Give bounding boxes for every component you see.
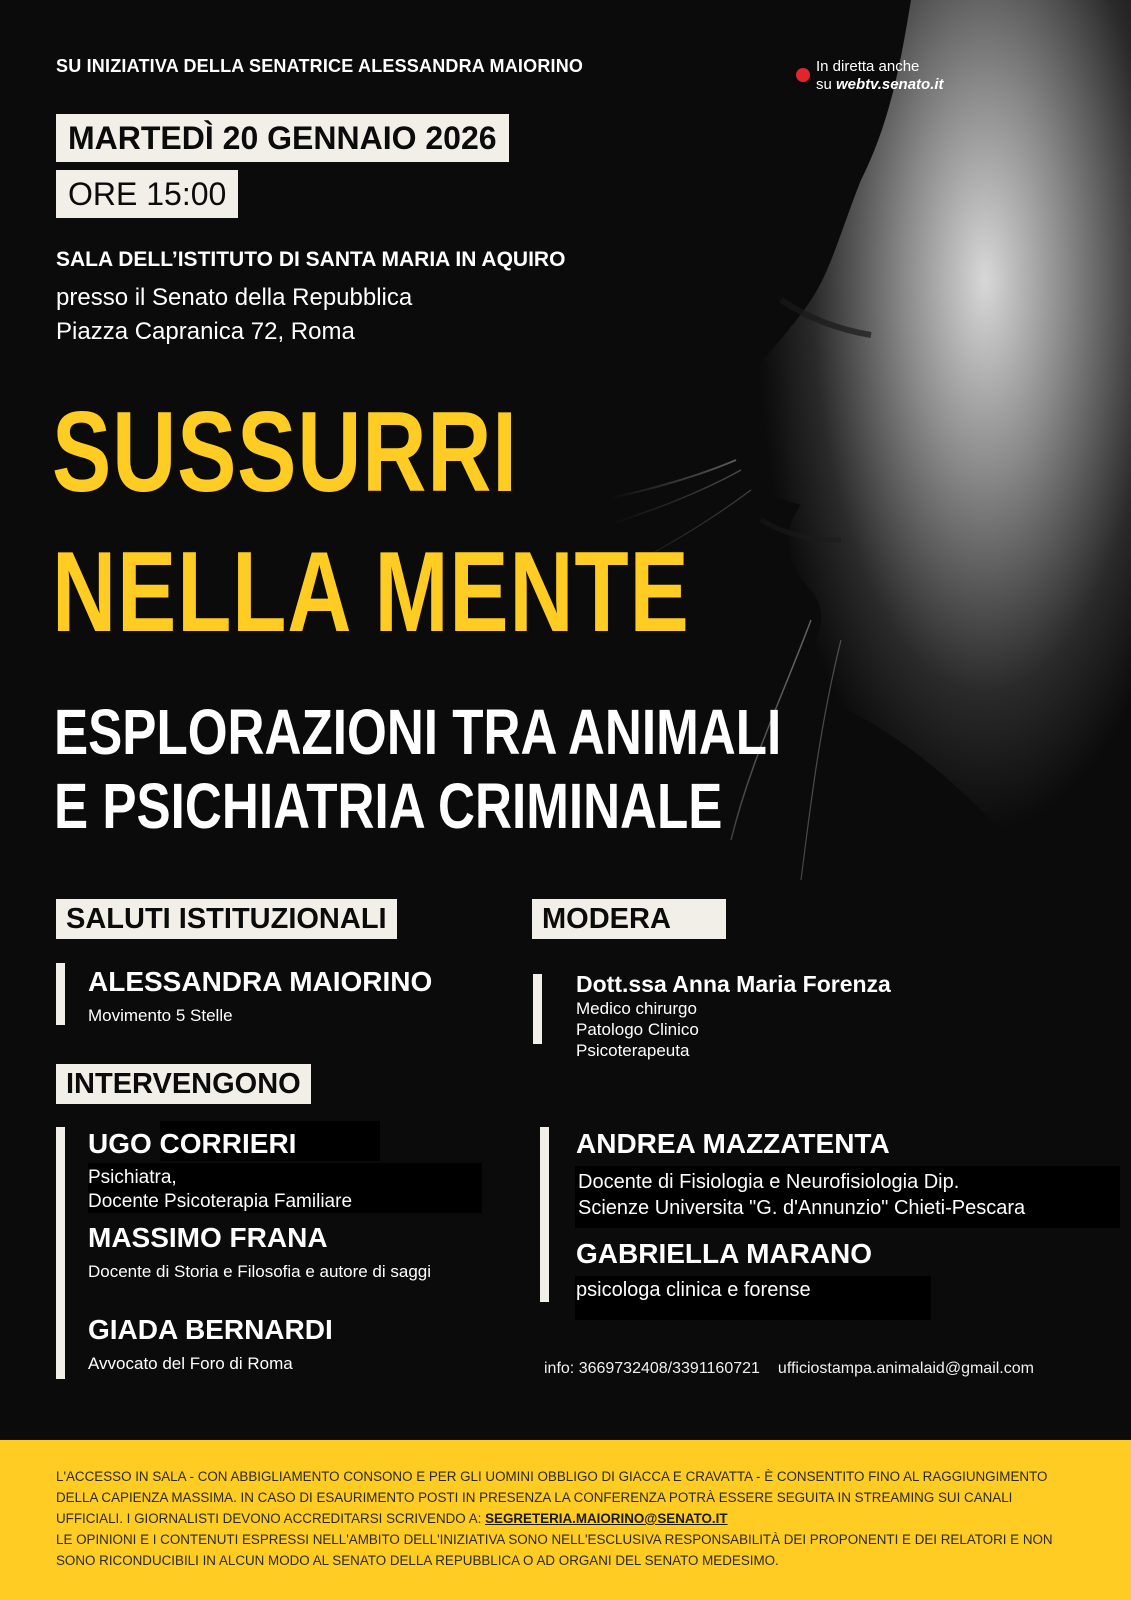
event-date: MARTEDÌ 20 GENNAIO 2026: [56, 114, 509, 162]
title-line-2: NELLA MENTE: [52, 529, 690, 656]
footer-disclaimer: [0, 1440, 1131, 1600]
live-line-2: [816, 76, 944, 94]
moderator-role-1: Medico chirurgo: [576, 999, 697, 1018]
speaker-name-bernardi: GIADA BERNARDI: [88, 1314, 333, 1345]
contact-info: [544, 1360, 1034, 1378]
live-line-1: In diretta anche: [816, 58, 920, 75]
event-time: ORE 15:00: [56, 170, 238, 218]
speaker-role-maiorino: Movimento 5 Stelle: [88, 1006, 233, 1025]
footer-access-text: L'ACCESSO IN SALA - CON ABBIGLIAMENTO CONSONO E PER GLI UOMINI OBBLIGO DI GIACCA E CRAVATTA - È CONSENTITO FINO AL RAGGIUNGIMENTO DELLA CAPIENZA MASSIMA. IN CASO DI ESAURIMENTO POSTI IN PRESENZA LA CONFERENZA POTRÀ ESSERE SEGUITA IN STREAMING SUI CANALI UFFICIALI. I GIORNALISTI DEVONO ACCREDITARSI SCRIVENDO A:: [56, 1469, 1048, 1526]
event-venue-line-2: presso il Senato della Repubblica: [56, 284, 413, 311]
moderator-role-3: Psicoterapeuta: [576, 1041, 690, 1060]
speaker-bar: [56, 963, 65, 1025]
speaker-role-corrieri-2: Docente Psicoterapia Familiare: [88, 1191, 353, 1212]
speaker-name-marano: GABRIELLA MARANO: [576, 1238, 873, 1269]
speaker-role-mazzatenta-1: Docente di Fisiologia e Neurofisiologia Dip.: [578, 1171, 960, 1193]
live-prefix: su: [816, 76, 837, 93]
speaker-name-mazzatenta: ANDREA MAZZATENTA: [576, 1128, 890, 1159]
section-label-intervengono: INTERVENGONO: [56, 1064, 311, 1104]
speaker-name-maiorino: ALESSANDRA MAIORINO: [88, 966, 433, 997]
live-site-link[interactable]: webtv.senato.it: [836, 76, 944, 93]
contact-phones: info: 3669732408/3391160721: [544, 1360, 760, 1377]
live-dot-icon: [796, 68, 810, 82]
moderator-name: Dott.ssa Anna Maria Forenza: [576, 971, 891, 997]
footer-text: [56, 1466, 1076, 1571]
speaker-role-corrieri-1: Psichiatra,: [88, 1167, 177, 1188]
moderator-role-2: Patologo Clinico: [576, 1020, 699, 1039]
subtitle-line-2: E PSICHIATRIA CRIMINALE: [54, 770, 723, 842]
contact-email-link[interactable]: ufficiostampa.animalaid@gmail.com: [777, 1360, 1034, 1377]
live-stream-notice: [816, 58, 944, 94]
section-label-modera: MODERA: [532, 899, 726, 939]
section-label-saluti: SALUTI ISTITUZIONALI: [56, 899, 397, 939]
speaker-role-frana: Docente di Storia e Filosofia e autore di saggi: [88, 1262, 432, 1281]
footer-accreditation-email-link[interactable]: SEGRETERIA.MAIORINO@SENATO.IT: [485, 1511, 728, 1526]
speaker-role-marano: psicologa clinica e forense: [576, 1279, 811, 1301]
speakers-right-bar: [540, 1127, 549, 1302]
speaker-role-bernardi: Avvocato del Foro di Roma: [88, 1354, 293, 1373]
subtitle-line-1: ESPLORAZIONI TRA ANIMALI: [54, 696, 782, 768]
footer-liability-text: LE OPINIONI E I CONTENUTI ESPRESSI NELL'AMBITO DELL'INIZIATIVA SONO NELL'ESCLUSIVA RESPONSABILITÀ DEI PROPONENTI E DEI RELATORI E NON SONO RICONDUCIBILI IN ALCUN MODO AL SENATO DELLA REPUBBLICA O AD ORGANI DEL SENATO MEDESIMO.: [56, 1532, 1053, 1568]
speaker-name-corrieri: UGO CORRIERI: [88, 1128, 297, 1159]
speaker-role-mazzatenta-2: Scienze Universita "G. d'Annunzio" Chieti-Pescara: [578, 1197, 1026, 1219]
event-venue: SALA DELL’ISTITUTO DI SANTA MARIA IN AQUIRO: [56, 248, 566, 271]
initiative-line: SU INIZIATIVA DELLA SENATRICE ALESSANDRA MAIORINO: [56, 56, 584, 76]
title-line-1: SUSSURRI: [52, 389, 518, 516]
event-venue-line-3: Piazza Capranica 72, Roma: [56, 318, 355, 345]
speakers-left-bar: [56, 1127, 65, 1379]
moderator-bar: [533, 974, 542, 1044]
speaker-name-frana: MASSIMO FRANA: [88, 1222, 328, 1253]
